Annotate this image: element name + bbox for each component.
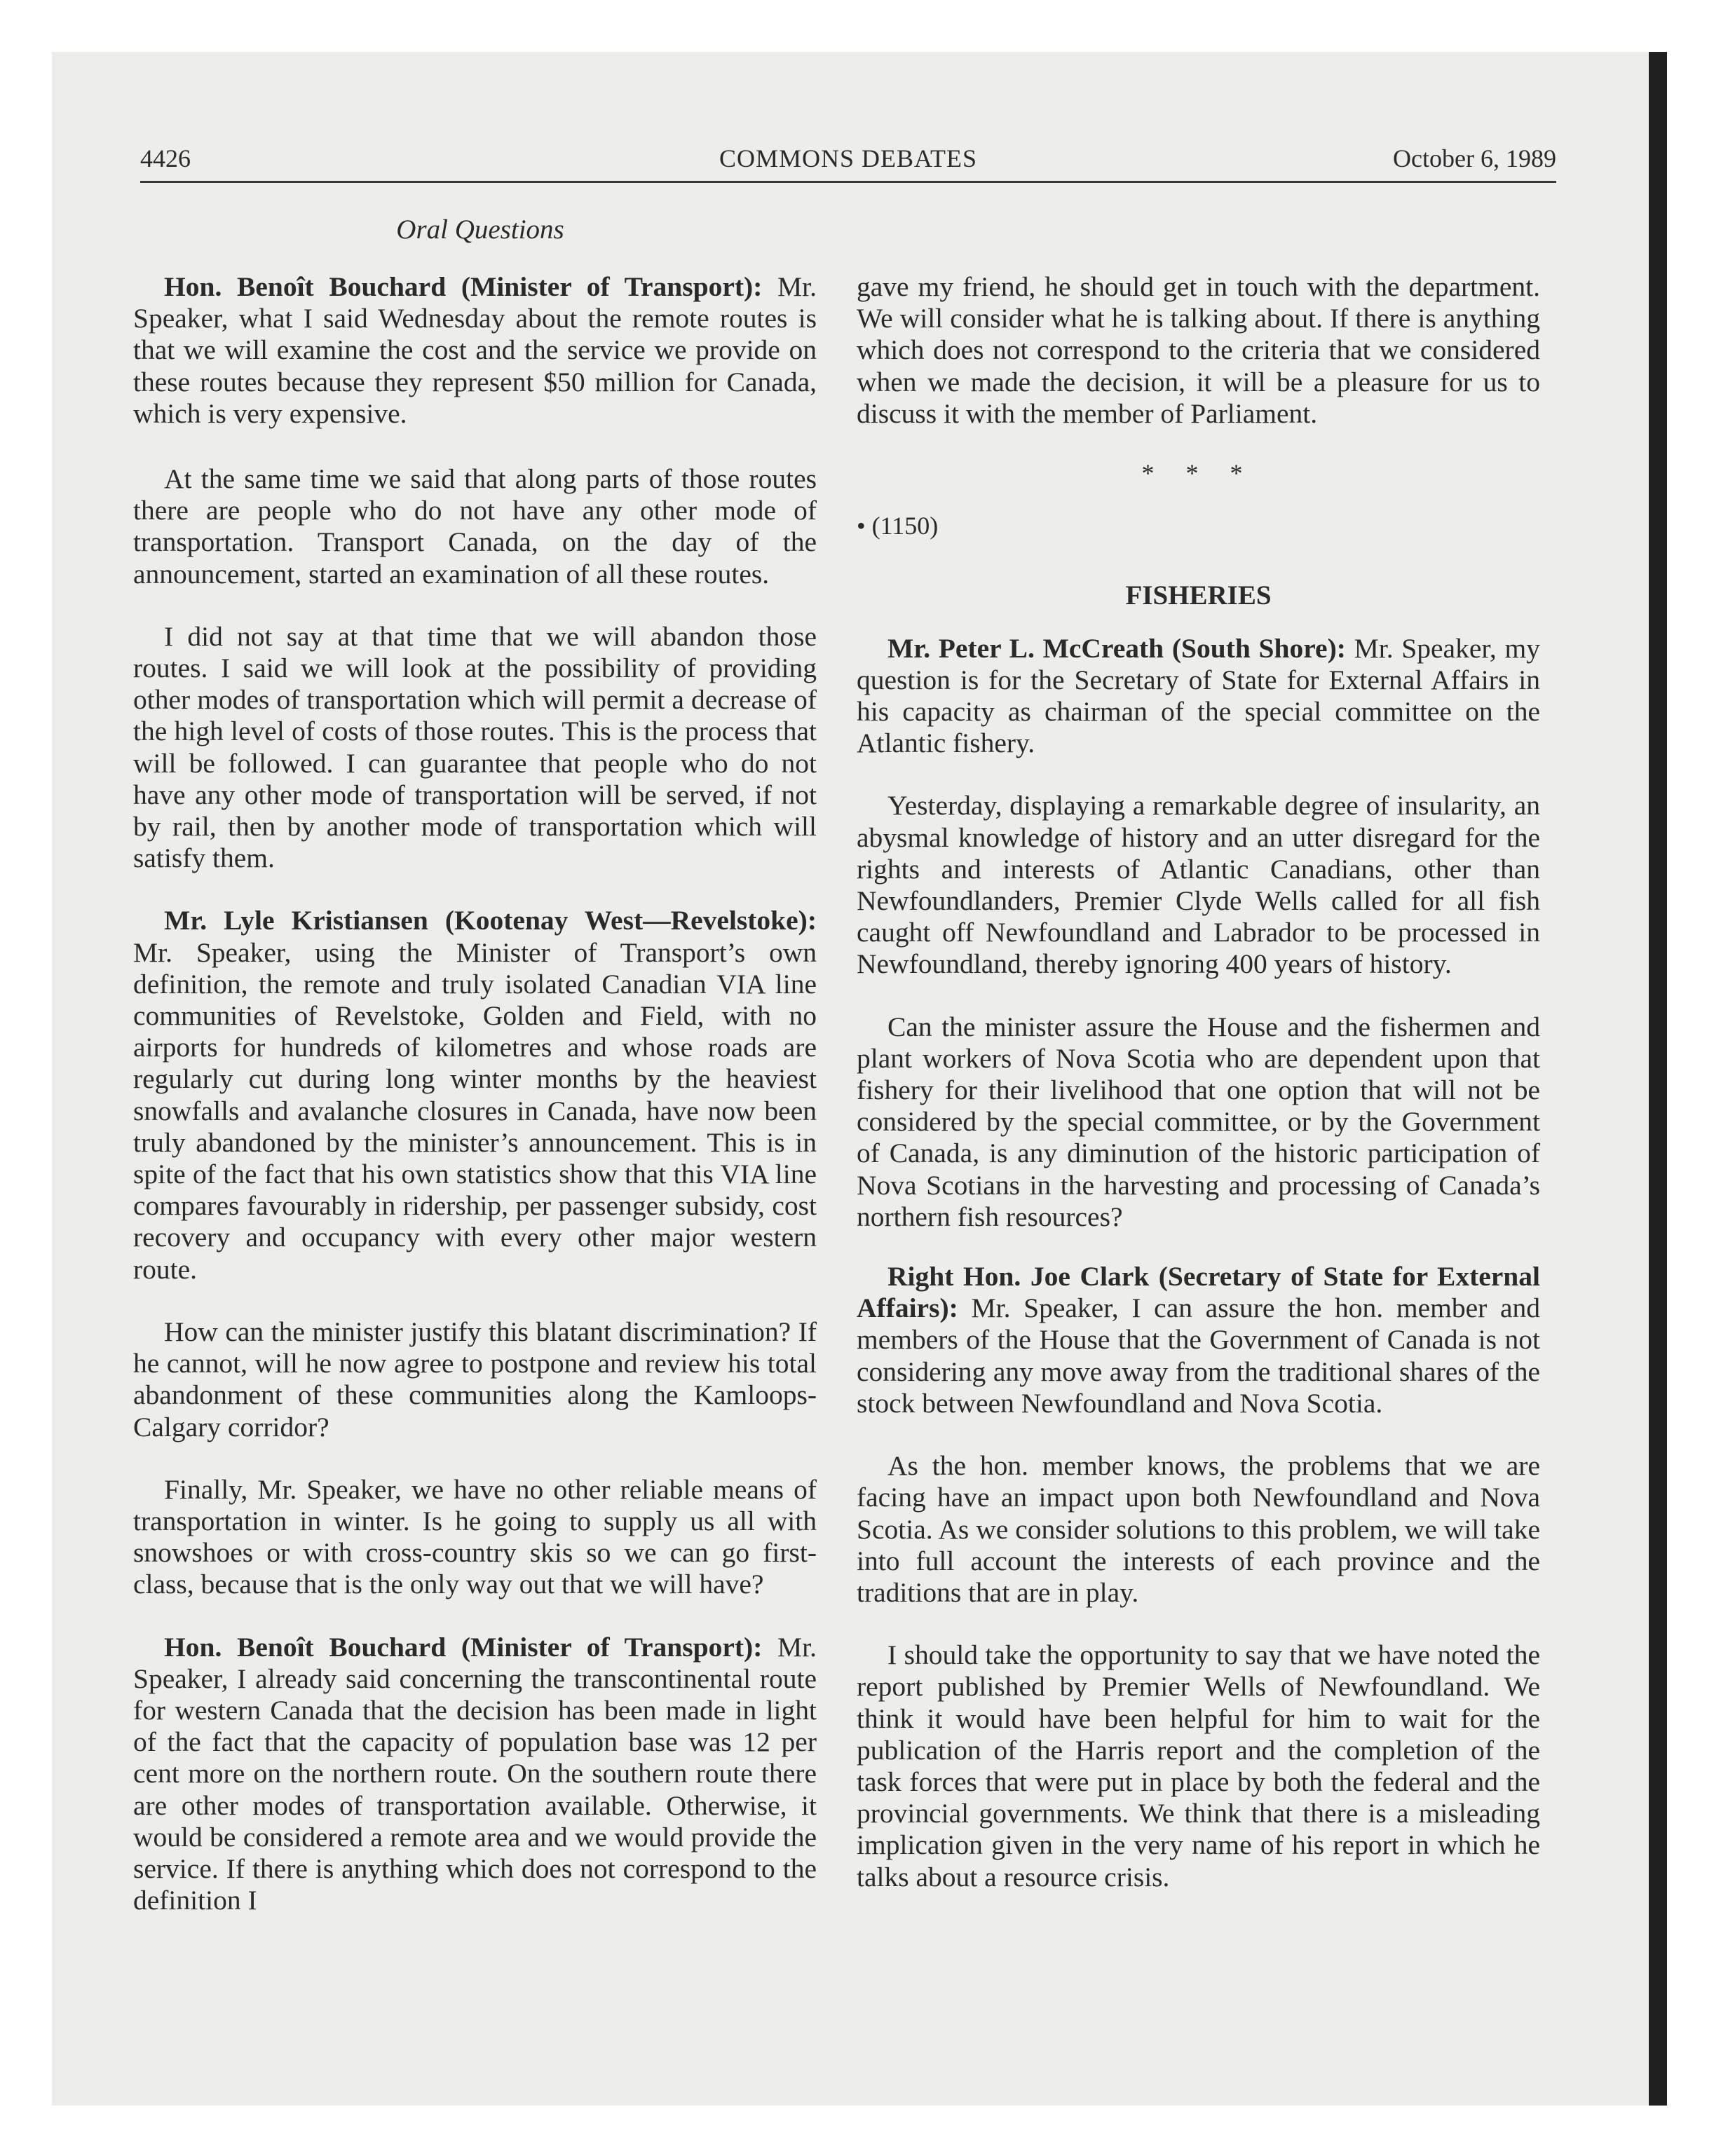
- speaker-name: Mr. Peter L. McCreath (South Shore):: [887, 632, 1346, 664]
- paragraph-text: Mr. Speaker, I already said concerning the transcontinental route for western Canada that the decision has been made in light of the fact that the capacity of population base was 12 per cent more on the northern route. On the southern route there are other modes of transportation available. Otherwise, it would be considered a remote area and we would provide the service. If there is anything which does not correspond to the definition I: [133, 1631, 817, 1916]
- publication-date: October 6, 1989: [1393, 144, 1556, 172]
- paragraph: [133, 905, 817, 1285]
- paragraph: gave my friend, he should get in touch with the department. We will consider what he is talking about. If there is anything which does not correspond to the criteria that we considered when we made the decision, it will be a pleasure for us to discuss it with the member of Parliament.: [857, 271, 1540, 429]
- page-header: [140, 144, 1556, 179]
- paragraph: [133, 271, 817, 430]
- speaker-name: Right Hon. Joe Clark (Secretary of State for External Affairs):: [857, 1261, 1540, 1324]
- paragraph: Yesterday, displaying a remarkable degree of insularity, an abysmal knowledge of history and an utter disregard for the rights and interests of Atlantic Canadians, other than Newfoundlanders, Premier Clyde Wells called for all fish caught off Newfoundland and Labrador to be processed in Newfoundland, thereby ignoring 400 years of history.: [857, 790, 1540, 980]
- speaker-name: Hon. Benoît Bouchard (Minister of Transport):: [164, 271, 763, 302]
- paragraph-text: Mr. Speaker, my question is for the Secretary of State for External Affairs in his capacity as chairman of the special committee on the Atlantic fishery.: [857, 632, 1540, 759]
- paragraph: At the same time we said that along parts of those routes there are people who do not have any other mode of transportation. Transport Canada, on the day of the announcement, started an examination of all these routes.: [133, 463, 817, 589]
- speaker-name: Mr. Lyle Kristiansen (Kootenay West—Revelstoke):: [164, 905, 817, 936]
- paragraph: [857, 633, 1540, 760]
- speaker-name: Hon. Benoît Bouchard (Minister of Transport):: [164, 1631, 763, 1663]
- header-rule: [140, 181, 1556, 183]
- paragraph: I did not say at that time that we will abandon those routes. I said we will look at the possibility of providing other modes of transportation which will permit a decrease of the high level of costs of those routes. This is the process that will be followed. I can guarantee that people who do not have any other mode of transportation will be served, if not by rail, then by another mode of transportation which will satisfy them.: [133, 620, 817, 874]
- section-separator: * * *: [1141, 459, 1256, 488]
- page-number: 4426: [140, 144, 191, 172]
- binding-edge: [1649, 52, 1667, 2106]
- paragraph: Can the minister assure the House and the fishermen and plant workers of Nova Scotia who are dependent upon that fishery for their livelihood that one option that will not be considered by the special committee, or by the Government of Canada, is any diminution of the historic participation of Nova Scotians in the harvesting and processing of Canada’s northern fish resources?: [857, 1011, 1540, 1232]
- journal-title: COMMONS DEBATES: [719, 144, 978, 172]
- paragraph: How can the minister justify this blatant discrimination? If he cannot, will he now agree to postpone and review his total abandonment of these communities along the Kamloops-Calgary corridor?: [133, 1316, 817, 1442]
- right-column: [857, 271, 1540, 1921]
- paragraph: As the hon. member knows, the problems that we are facing have an impact upon both Newfoundland and Nova Scotia. As we consider solutions to this problem, we will take into full account the interests of each province and the traditions that are in play.: [857, 1450, 1540, 1608]
- paragraph: Finally, Mr. Speaker, we have no other reliable means of transportation in winter. Is he going to supply us all with snowshoes or with cross-country skis so we can go first-class, because that is the only way out that we will have?: [133, 1473, 817, 1600]
- paragraph: [857, 1261, 1540, 1419]
- paragraph: [133, 1632, 817, 1917]
- left-column: [133, 271, 817, 1944]
- section-label: Oral Questions: [396, 214, 564, 245]
- time-stamp: • (1150): [857, 512, 939, 540]
- section-heading: FISHERIES: [1125, 580, 1272, 611]
- paragraph-text: Mr. Speaker, what I said Wednesday about the remote routes is that we will examine the cost and the service we provide on these routes because they represent $50 million for Canada, which is very expensive.: [133, 271, 817, 429]
- paragraph-text: Mr. Speaker, I can assure the hon. member and members of the House that the Government of Canada is not considering any move away from the traditional shares of the stock between Newfoundland and Nova Scotia.: [857, 1292, 1540, 1419]
- paragraph-text: Mr. Speaker, using the Minister of Transport’s own definition, the remote and truly isolated Canadian VIA line communities of Revelstoke, Golden and Field, with no airports for hundreds of kilometres and whose roads are regularly cut during long winter months by the heaviest snowfalls and avalanche closures in Canada, have now been truly abandoned by the minister’s announcement. This is in spite of the fact that his own statistics show that this VIA line compares favourably in ridership, per passenger subsidy, cost recovery and occupancy with every other major western route.: [133, 936, 817, 1285]
- paragraph: I should take the opportunity to say that we have noted the report published by Premier Wells of Newfoundland. We think it would have been helpful for him to wait for the publication of the Harris report and the completion of the task forces that were put in place by both the federal and the provincial governments. We think that there is a misleading implication given in the very name of his report in which he talks about a resource crisis.: [857, 1639, 1540, 1892]
